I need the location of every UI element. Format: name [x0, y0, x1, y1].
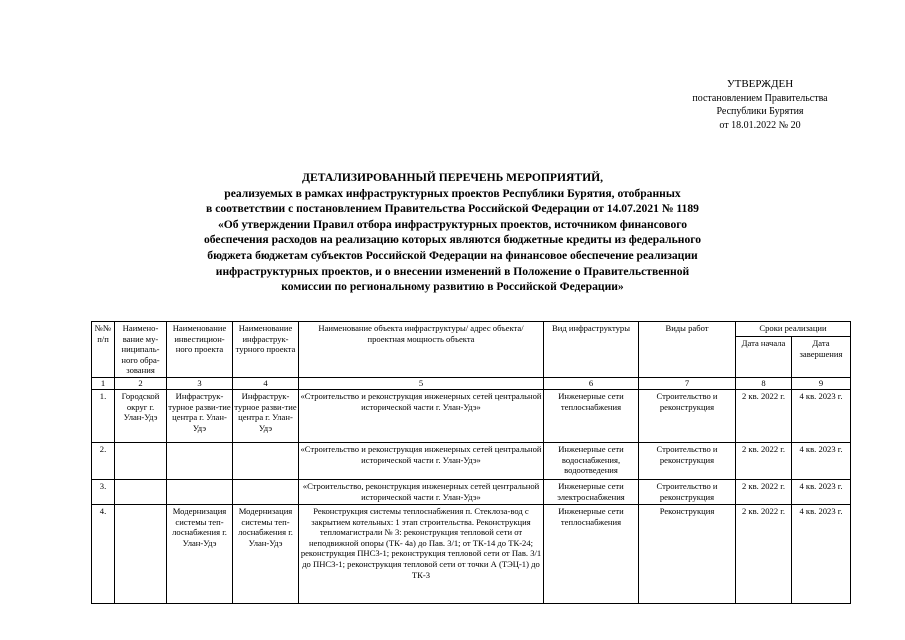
column-number: 5	[299, 378, 544, 390]
row-infra-project: Инфраструк-турное разви-тие центра г. Улан-Удэ	[233, 390, 299, 443]
column-number: 7	[639, 378, 736, 390]
row-infra-project	[233, 480, 299, 505]
row-investment-project	[167, 443, 233, 480]
row-infra-type: Инженерные сети водоснабжения, водоотведения	[544, 443, 639, 480]
title-line: комиссии по региональному развитию в Российской Федерации»	[281, 280, 624, 294]
row-num: 2.	[92, 443, 115, 480]
title-line: бюджета бюджетам субъектов Российской Федерации на финансовое обеспечение реализации	[207, 248, 698, 262]
column-number: 6	[544, 378, 639, 390]
table-row	[92, 390, 851, 443]
header-num: №№ п/п	[92, 322, 115, 378]
row-work-types: Строительство и реконструкция	[639, 443, 736, 480]
column-number: 8	[736, 378, 792, 390]
row-infra-project	[233, 443, 299, 480]
header-start: Дата начала	[736, 337, 792, 378]
title-line: ДЕТАЛИЗИРОВАННЫЙ ПЕРЕЧЕНЬ МЕРОПРИЯТИЙ,	[301, 171, 604, 184]
title-line: реализуемых в рамках инфраструктурных проектов Республики Бурятия, отобранных	[224, 186, 681, 200]
title-line: обеспечения расходов на реализацию которых являются бюджетные кредиты из федерального	[203, 233, 702, 247]
approval-line-1: постановлением Правительства	[692, 92, 828, 104]
header-end: Дата завершения	[792, 337, 851, 378]
row-num: 1.	[92, 390, 115, 443]
header-row	[92, 322, 851, 337]
header-terms: Сроки реализации	[736, 322, 851, 337]
header-investment-project: Наименование инвестицион-ного проекта	[167, 322, 233, 378]
header-object: Наименование объекта инфраструктуры/ адрес объекта/ проектная мощность объекта	[299, 322, 544, 378]
table-row	[92, 480, 851, 505]
row-end: 4 кв. 2023 г.	[792, 390, 851, 443]
row-end: 4 кв. 2023 г.	[792, 443, 851, 480]
table-row	[92, 443, 851, 480]
row-investment-project: Модернизация системы теп-лоснабжения г. Улан-Удэ	[167, 505, 233, 604]
row-start: 2 кв. 2022 г.	[736, 505, 792, 604]
header-infra-project: Наименование инфраструк-турного проекта	[233, 322, 299, 378]
row-infra-type: Инженерные сети теплоснабжения	[544, 505, 639, 604]
row-object: «Строительство и реконструкция инженерных сетей центральной исторической части г. Улан-Удэ»	[299, 443, 544, 480]
row-start: 2 кв. 2022 г.	[736, 443, 792, 480]
column-number: 4	[233, 378, 299, 390]
row-municipality	[115, 443, 167, 480]
column-number: 2	[115, 378, 167, 390]
row-start: 2 кв. 2022 г.	[736, 480, 792, 505]
row-object: «Строительство и реконструкция инженерных сетей центральной исторической части г. Улан-Удэ»	[299, 390, 544, 443]
title-line: инфраструктурных проектов, и о внесении изменений в Положение о Правительственной	[215, 264, 690, 278]
title-line: в соответствии с постановлением Правительства Российской Федерации от 14.07.2021 № 1189	[206, 202, 699, 216]
approval-stamp	[640, 78, 880, 132]
column-number: 3	[167, 378, 233, 390]
column-number: 1	[92, 378, 115, 390]
row-num: 3.	[92, 480, 115, 505]
row-infra-project: Модернизация системы теп-лоснабжения г. Улан-Удэ	[233, 505, 299, 604]
row-object: Реконструкция системы теплоснабжения п. Стеклоза-вод с закрытием котельных: 1 этап строительства. Реконструкция тепломагистрали № 3: реконструкция тепловой сети от неподвижной опоры (ТК- 4а) до Пав. 3/1; от ТК-14 до ТК-24; реконструкция ПНС3-1; реконструкция тепловой сети от Пав. 3/1 до ПНС3-1; реконструкция тепловой сети от точки А (ТЭЦ-1) до ТК-3	[299, 505, 544, 604]
row-work-types: Строительство и реконструкция	[639, 480, 736, 505]
table-row	[92, 505, 851, 604]
column-numbers-row	[92, 378, 851, 390]
document-title	[100, 170, 805, 295]
row-investment-project: Инфраструк-турное разви-тие центра г. Улан-Удэ	[167, 390, 233, 443]
title-line: «Об утверждении Правил отбора инфраструктурных проектов, источником финансового	[217, 217, 688, 231]
row-object: «Строительство, реконструкция инженерных сетей центральной исторической части г. Улан-Удэ»	[299, 480, 544, 505]
row-infra-type: Инженерные сети теплоснабжения	[544, 390, 639, 443]
row-municipality	[115, 505, 167, 604]
measures-table	[91, 321, 851, 604]
approval-line-2: Республики Бурятия	[716, 106, 804, 117]
approval-line-3: от 18.01.2022 № 20	[719, 119, 801, 131]
row-num: 4.	[92, 505, 115, 604]
row-work-types: Строительство и реконструкция	[639, 390, 736, 443]
row-end: 4 кв. 2023 г.	[792, 480, 851, 505]
header-infra-type: Вид инфраструктуры	[544, 322, 639, 378]
row-end: 4 кв. 2023 г.	[792, 505, 851, 604]
approval-title: УТВЕРЖДЕН	[726, 78, 794, 90]
row-start: 2 кв. 2022 г.	[736, 390, 792, 443]
column-number: 9	[792, 378, 851, 390]
row-investment-project	[167, 480, 233, 505]
header-municipality: Наимено-вание му-ниципаль-ного обра-зования	[115, 322, 167, 378]
row-work-types: Реконструкция	[639, 505, 736, 604]
row-municipality	[115, 480, 167, 505]
row-infra-type: Инженерные сети электроснабжения	[544, 480, 639, 505]
header-work-types: Виды работ	[639, 322, 736, 378]
row-municipality: Городской округ г. Улан-Удэ	[115, 390, 167, 443]
